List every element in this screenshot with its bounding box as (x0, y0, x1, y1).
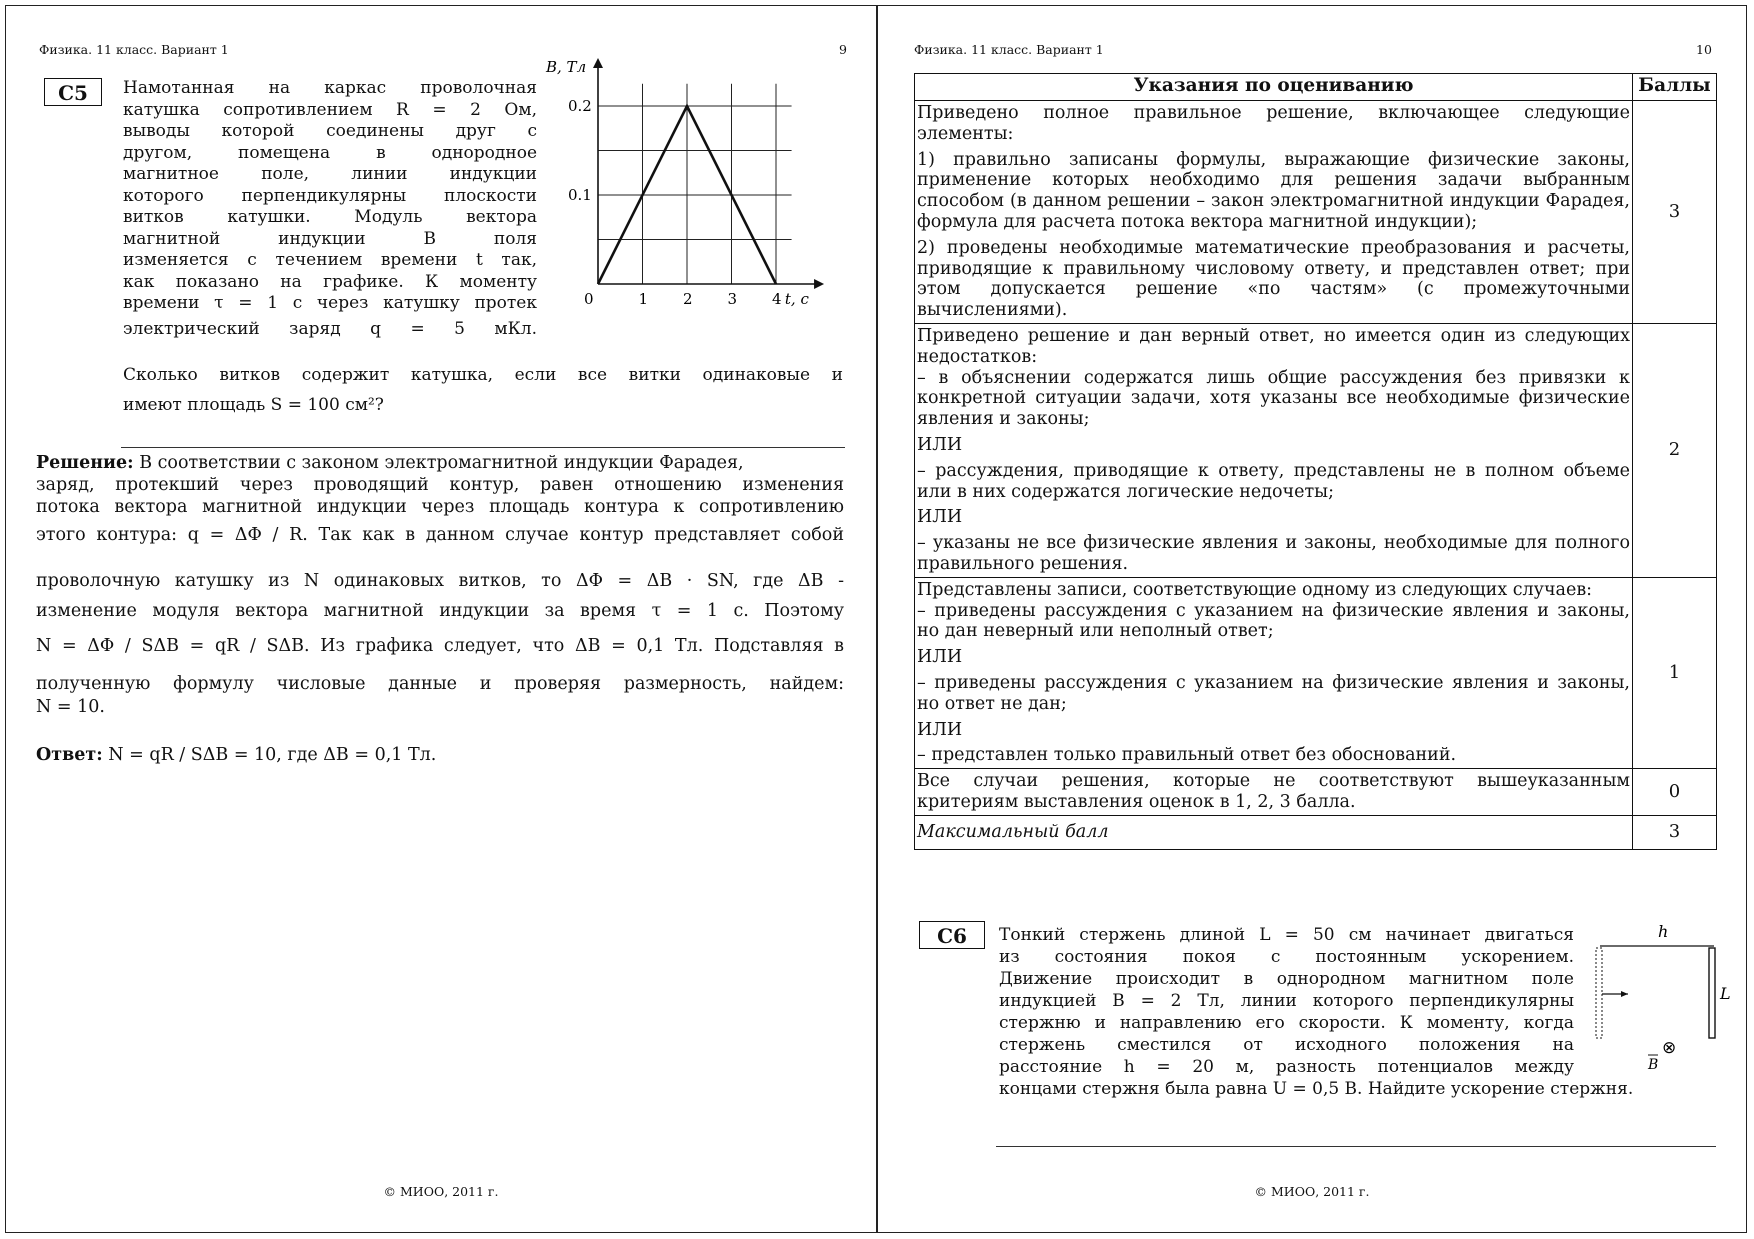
criteria-row-1 (915, 577, 1717, 768)
problem-line: витков катушки. Модуль вектора (123, 207, 537, 227)
problem-line: Намотанная на каркас проволочная (123, 78, 537, 98)
task6-line: Движение происходит в однородном магнитном поле (999, 969, 1574, 989)
solution-text-8: полученную формулу числовые данные и проверяя размерность, найдем: (36, 674, 844, 694)
criteria-paragraph: 2) проведены необходимые математические преобразования и расчеты, приводящие к правильному числовому ответу, и представлен ответ; при этом допускается решение «по частям» (с промежуточными вычислениями). (917, 237, 1630, 321)
page-number: 9 (839, 42, 847, 57)
score-header: Баллы (1633, 74, 1717, 101)
y-axis-arrow (593, 58, 603, 68)
y-axis-label: B, Тл (546, 57, 587, 76)
criteria-paragraph: ИЛИ (917, 434, 963, 455)
solution-text-5: проволочную катушку из N одинаковых витков, то ΔΦ = ΔB · SN, где ΔB - (36, 571, 844, 591)
problem-tail-line: имеют площадь S = 100 см²? (123, 394, 384, 415)
criteria-row-0 (915, 769, 1717, 816)
figure-cross-icon: ⊗ (1662, 1038, 1677, 1058)
criteria-description (915, 323, 1633, 577)
moved-rod (1709, 948, 1715, 1038)
answer-line (36, 744, 436, 767)
problem-line: которого перпендикулярны плоскости (123, 185, 537, 206)
criteria-description (915, 577, 1633, 768)
initial-rod-position (1596, 948, 1602, 1038)
velocity-arrowhead (1621, 991, 1628, 997)
problem-line: другом, помещена в однородное (123, 142, 537, 163)
divider-line (121, 447, 845, 448)
solution-text-4: этого контура: q = ΔΦ / R. Так как в данном случае контур представляет собой (36, 525, 844, 545)
criteria-paragraph: – приведены рассуждения с указанием на физические явления и законы, но дан неверный или неполный ответ; (917, 600, 1630, 642)
criteria-score: 1 (1633, 577, 1717, 768)
criteria-paragraph: ИЛИ (917, 719, 963, 740)
problem-tail-line: Сколько витков содержит катушка, если все витки одинаковые и (123, 365, 843, 385)
task6-text (999, 924, 1634, 1100)
criteria-score: 3 (1633, 101, 1717, 324)
task6-line: из состояния покоя с постоянным ускорением. (999, 947, 1574, 967)
solution-text-1: В соответствии с законом электромагнитной индукции Фарадея, (139, 453, 744, 473)
table-header-row (915, 74, 1717, 101)
problem-tail (123, 365, 843, 416)
right-page (877, 5, 1747, 1233)
solution-text-7: N = ΔΦ / SΔB = qR / SΔB. Из графика следует, что ΔB = 0,1 Тл. Подставляя в (36, 636, 844, 656)
grading-table (914, 73, 1717, 850)
task6-line: индукцией B = 2 Тл, линии которого перпендикулярны (999, 991, 1574, 1011)
problem-line: катушка сопротивлением R = 2 Ом, (123, 99, 537, 120)
page-number: 10 (1696, 42, 1712, 57)
criteria-paragraph: Представлены записи, соответствующие одному из следующих случаев: (917, 579, 1593, 600)
figure-label-L: L (1720, 984, 1731, 1003)
criteria-paragraph: – представлен только правильный ответ без обоснований. (917, 745, 1457, 766)
criteria-paragraph: Приведено решение и дан верный ответ, но имеется один из следующих недостатков: (917, 325, 1630, 367)
max-score-label: Максимальный балл (915, 815, 1633, 849)
task6-line: стержню и направлению его скорости. К моменту, когда (999, 1013, 1574, 1033)
answer-label: Ответ: (36, 745, 103, 765)
problem-line: изменяется с течением времени t так, (123, 250, 537, 270)
solution-text-6: изменение модуля вектора магнитной индукции за время τ = 1 с. Поэтому (36, 601, 844, 621)
problem-line: магнитной индукции B поля (123, 228, 537, 249)
task6-line: расстояние h = 20 м, разность потенциалов между (999, 1057, 1574, 1077)
solution-text-9: N = 10. (36, 697, 105, 717)
criteria-header: Указания по оцениванию (915, 74, 1633, 101)
rod-figure (1578, 921, 1731, 1073)
y-tick-label: 0.2 (568, 97, 592, 115)
x-tick-label: 0 (584, 290, 594, 308)
left-page (5, 5, 877, 1233)
solution-line-1 (36, 452, 844, 475)
page-footer: © МИОО, 2011 г. (1254, 1184, 1370, 1199)
task-label-c6: С6 (919, 921, 985, 949)
x-tick-label: 2 (683, 290, 693, 308)
task6-line: концами стержня была равна U = 0,5 В. Найдите ускорение стержня. (999, 1079, 1634, 1099)
page-header: Физика. 11 класс. Вариант 1 (914, 42, 1104, 57)
answer-text: N = qR / SΔB = 10, где ΔB = 0,1 Тл. (108, 745, 437, 765)
criteria-description (915, 101, 1633, 324)
criteria-paragraph: 1) правильно записаны формулы, выражающие физические законы, применение которых необходимо для решения задачи выбранным способом (в данном решении – закон электромагнитной индукции Фарадея, формула для расчета потока вектора магнитной индукции); (917, 149, 1630, 232)
task6-line: стержень сместился от исходного положения на (999, 1035, 1574, 1055)
page-footer: © МИОО, 2011 г. (383, 1184, 499, 1199)
criteria-description (915, 769, 1633, 816)
problem-text (123, 78, 537, 340)
problem-line: времени τ = 1 с через катушку протек (123, 293, 537, 313)
criteria-score: 0 (1633, 769, 1717, 816)
x-tick-label: 4 (772, 290, 782, 308)
figure-label-B: B (1648, 1057, 1659, 1073)
problem-line: электрический заряд q = 5 мКл. (123, 318, 537, 339)
criteria-row-3 (915, 101, 1717, 324)
max-score-row (915, 815, 1717, 849)
figure-label-h: h (1658, 922, 1669, 941)
solution-label: Решение: (36, 453, 134, 473)
x-tick-label: 3 (727, 290, 738, 308)
task-label-c5: С5 (44, 78, 102, 106)
x-axis-label: t, с (784, 290, 809, 308)
criteria-paragraph: Приведено полное правильное решение, включающее следующие элементы: (917, 103, 1630, 144)
solution-text-3: потока вектора магнитной индукции через площадь контура к сопротивлению (36, 497, 844, 517)
problem-line: выводы которой соединены друг с (123, 121, 537, 141)
criteria-paragraph: – в объяснении содержатся лишь общие рассуждения без привязки к конкретной ситуации задачи, хотя указаны все необходимые физические явления и законы; (917, 367, 1630, 430)
max-score-value: 3 (1633, 815, 1717, 849)
page-header: Физика. 11 класс. Вариант 1 (39, 42, 229, 57)
criteria-paragraph: ИЛИ (917, 647, 963, 668)
y-tick-label: 0.1 (568, 186, 592, 204)
divider-line (996, 1146, 1716, 1147)
solution-text-2: заряд, протекший через проводящий контур, равен отношению изменения (36, 475, 844, 495)
criteria-paragraph: – указаны не все физические явления и законы, необходимые для полного правильного решения. (917, 533, 1630, 574)
task6-line: Тонкий стержень длиной L = 50 см начинает двигаться (999, 925, 1574, 945)
criteria-paragraph: – приведены рассуждения с указанием на физические явления и законы, но ответ не дан; (917, 672, 1630, 714)
problem-line: как показано на графике. К моменту (123, 271, 537, 292)
criteria-score: 2 (1633, 323, 1717, 577)
x-axis-arrow (814, 279, 824, 289)
b-vs-t-chart (541, 57, 841, 350)
problem-line: магнитное поле, линии индукции (123, 164, 537, 184)
criteria-paragraph: – рассуждения, приводящие к ответу, представлены не в полном объеме или в них содержатся логические недочеты; (917, 460, 1630, 502)
criteria-paragraph: Все случаи решения, которые не соответствуют вышеуказанным критериям выставления оценок в 1, 2, 3 балла. (917, 771, 1630, 812)
x-tick-label: 1 (638, 290, 649, 308)
criteria-row-2 (915, 323, 1717, 577)
criteria-paragraph: ИЛИ (917, 507, 963, 528)
